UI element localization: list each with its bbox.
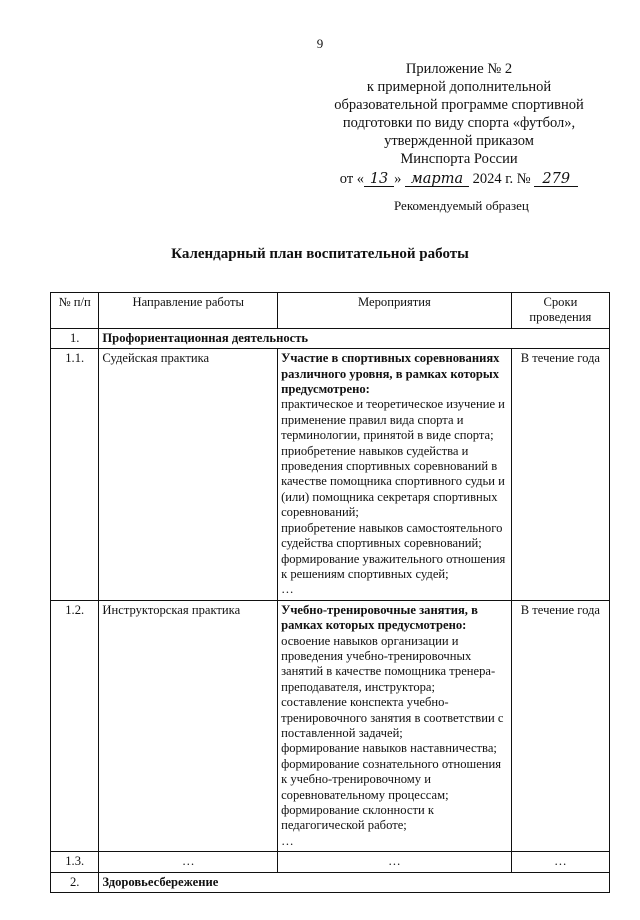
section-label: Профориентационная деятельность	[99, 328, 610, 348]
event-item: …	[281, 582, 294, 597]
appendix-line: подготовки по виду спорта «футбол»,	[342, 115, 576, 131]
document-title: Календарный план воспитательной работы	[171, 246, 469, 262]
table-row	[51, 852, 610, 872]
row-direction: …	[99, 852, 278, 872]
section-number: 2.	[51, 872, 99, 892]
row-timing: …	[511, 852, 609, 872]
table-row	[51, 349, 610, 601]
date-year: 2024 г. №	[472, 171, 531, 187]
event-item: формирование сознательного отношения к учебно-тренировочному и соревновательному процессам;	[281, 756, 502, 802]
event-item: составление конспекта учебно-тренировочного занятия в соответствии с поставленной задачей;	[281, 695, 504, 740]
row-events	[278, 349, 512, 601]
date-mid: »	[394, 171, 402, 187]
section-number: 1.	[51, 328, 99, 348]
section-label: Здоровьесбережение	[99, 872, 610, 892]
page-number: 9	[316, 36, 324, 51]
event-item: приобретение навыков судейства и проведения спортивных соревнований в качестве помощника спортивного судьи и (или) помощника секретаря спортивных соревнований;	[281, 443, 505, 520]
events-title: Участие в спортивных соревнованиях различного уровня, в рамках которых предусмотрено:	[281, 351, 500, 397]
row-number: 1.3.	[51, 852, 99, 872]
row-timing: В течение года	[511, 600, 609, 852]
plan-table	[50, 292, 610, 893]
table-header-row	[51, 293, 610, 329]
appendix-line: утвержденной приказом	[384, 133, 534, 149]
row-number: 1.1.	[51, 349, 99, 601]
row-direction: Судейская практика	[99, 349, 278, 601]
appendix-block	[300, 60, 618, 188]
date-prefix: от «	[339, 171, 365, 187]
row-events: …	[278, 852, 512, 872]
order-date-line	[300, 170, 618, 188]
section-row	[51, 328, 610, 348]
event-item: приобретение навыков самостоятельного судейства спортивных соревнований;	[281, 520, 503, 551]
section-row	[51, 872, 610, 892]
events-title: Учебно-тренировочные занятия, в рамках которых предусмотрено:	[281, 602, 478, 633]
header-events: Мероприятия	[278, 293, 512, 329]
appendix-line: к примерной дополнительной	[366, 79, 552, 95]
header-number: № п/п	[51, 293, 99, 329]
sample-label: Рекомендуемый образец	[394, 198, 529, 213]
header-direction: Направление работы	[99, 293, 278, 329]
appendix-line: Приложение № 2	[405, 61, 513, 77]
event-item: …	[281, 833, 294, 848]
event-item: практическое и теоретическое изучение и применение правил вида спорта и терминологии, принятой в виде спорта;	[281, 397, 505, 443]
handwritten-month: марта	[405, 172, 469, 187]
header-timing: Сроки проведения	[511, 293, 609, 329]
event-item: формирование склонности к педагогической работе;	[281, 803, 435, 833]
handwritten-day: 13	[364, 172, 394, 187]
event-item: формирование уважительного отношения к решениям спортивных судей;	[281, 551, 506, 581]
handwritten-order-number: 279	[534, 172, 578, 187]
event-item: формирование навыков наставничества;	[281, 741, 497, 756]
appendix-line: образовательной программе спортивной	[334, 97, 584, 113]
row-number: 1.2.	[51, 600, 99, 852]
table-row	[51, 600, 610, 852]
row-direction: Инструкторская практика	[99, 600, 278, 852]
row-timing: В течение года	[511, 349, 609, 601]
appendix-line: Минспорта России	[400, 151, 518, 167]
row-events	[278, 600, 512, 852]
event-item: освоение навыков организации и проведения учебно-тренировочных занятий в качестве помощника тренера-преподавателя, инструктора;	[281, 633, 496, 694]
